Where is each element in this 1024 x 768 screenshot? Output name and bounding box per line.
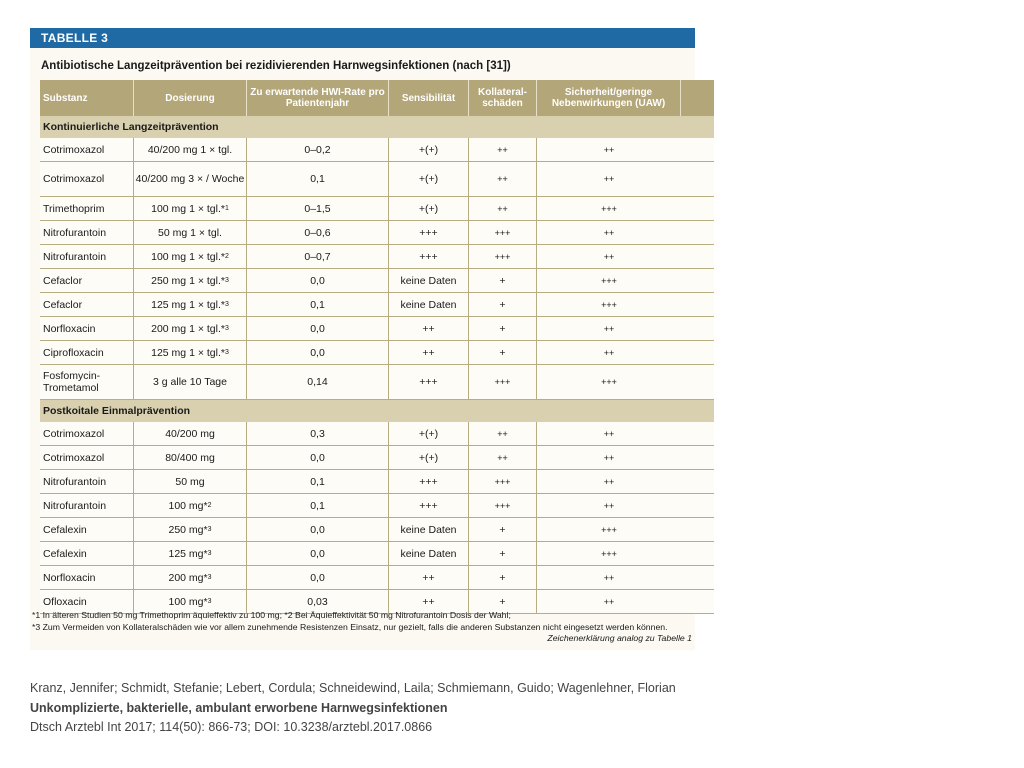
- citation-source: Dtsch Arztebl Int 2017; 114(50): 866-73; DOI: 10.3238/arztebl.2017.0866: [30, 720, 433, 734]
- cell-sicherheit: +++: [601, 524, 617, 535]
- cell-sensibilitaet: keine Daten: [389, 293, 469, 316]
- cell-dosierung: 100 mg* 3: [134, 590, 247, 613]
- cell-kollateralschaeden: +: [469, 590, 537, 613]
- citation-authors: Kranz, Jennifer; Schmidt, Stefanie; Lebert, Cordula; Schneidewind, Laila; Schmiemann, Guido; Wagenlehner, Florian: [30, 681, 676, 695]
- cell-hwi-rate: 0,1: [247, 293, 389, 316]
- cell-hwi-rate: 0,0: [247, 269, 389, 292]
- cell-dosierung: 200 mg* 3: [134, 566, 247, 589]
- cell-kollateralschaeden: ++: [469, 162, 537, 196]
- dose-text: 100 mg 1 × tgl.*: [151, 202, 225, 215]
- table-row: [40, 542, 714, 566]
- cell-substanz: Cotrimoxazol: [40, 422, 134, 445]
- cell-kollateralschaeden: ++: [469, 422, 537, 445]
- cell-sensibilitaet: +(+): [389, 422, 469, 445]
- dose-text: 125 mg 1 × tgl.*: [151, 298, 225, 311]
- dose-text: 40/200 mg: [165, 427, 215, 440]
- cell-substanz: Fosfomycin-Trometamol: [40, 365, 134, 399]
- cell-hwi-rate: 0,1: [247, 162, 389, 196]
- column-header-sicherheit: Sicherheit/geringe Nebenwirkungen (UAW): [537, 80, 681, 116]
- cell-hwi-rate: 0–0,7: [247, 245, 389, 268]
- cell-sicherheit: ++: [603, 144, 615, 155]
- cell-substanz: Cefaclor: [40, 269, 134, 292]
- cell-sicherheit: +++: [601, 299, 617, 310]
- cell-kollateralschaeden: +: [469, 341, 537, 364]
- table-row: [40, 245, 714, 269]
- cell-dosierung: [134, 221, 247, 244]
- table-row: [40, 221, 714, 245]
- column-header-substanz: Substanz: [40, 80, 134, 116]
- dose-text: 125 mg*: [168, 547, 208, 560]
- cell-substanz: Nitrofurantoin: [40, 245, 134, 268]
- dose-text: 40/200 mg 1 × tgl.: [147, 143, 233, 156]
- cell-substanz: Norfloxacin: [40, 317, 134, 340]
- cell-kollateralschaeden: +: [469, 269, 537, 292]
- table-row: [40, 162, 714, 197]
- dose-text: 200 mg 1 × tgl.*: [151, 322, 225, 335]
- cell-dosierung: [134, 446, 247, 469]
- cell-kollateralschaeden: +++: [469, 494, 537, 517]
- cell-hwi-rate: 0,14: [247, 365, 389, 399]
- dose-text: 50 mg 1 × tgl.: [158, 226, 222, 239]
- cell-sensibilitaet: +++: [389, 470, 469, 493]
- cell-sicherheit: +++: [601, 275, 617, 286]
- table-row: [40, 365, 714, 400]
- cell-kollateralschaeden: +++: [469, 365, 537, 399]
- cell-dosierung: [134, 365, 247, 399]
- column-header-kollateralschaeden: Kollateral-schäden: [469, 80, 537, 116]
- cell-kollateralschaeden: ++: [469, 446, 537, 469]
- cell-dosierung: 200 mg 1 × tgl.* 3: [134, 317, 247, 340]
- table-row: [40, 566, 714, 590]
- cell-sensibilitaet: keine Daten: [389, 542, 469, 565]
- section-header: Postkoitale Einmalprävention: [40, 400, 714, 422]
- table-row: [40, 341, 714, 365]
- cell-hwi-rate: 0–0,2: [247, 138, 389, 161]
- dose-text: 80/400 mg: [165, 451, 215, 464]
- cell-sicherheit: ++: [603, 452, 615, 463]
- cell-dosierung: 250 mg 1 × tgl.* 3: [134, 269, 247, 292]
- cell-dosierung: 125 mg 1 × tgl.* 3: [134, 293, 247, 316]
- cell-kollateralschaeden: +: [469, 293, 537, 316]
- table-header-row: [40, 80, 714, 116]
- cell-dosierung: [134, 470, 247, 493]
- dose-text: 125 mg 1 × tgl.*: [151, 346, 225, 359]
- dose-text: 3 g alle 10 Tage: [153, 376, 227, 388]
- dose-text: 100 mg*: [168, 595, 208, 608]
- cell-substanz: Nitrofurantoin: [40, 221, 134, 244]
- citation-title: Unkomplizierte, bakterielle, ambulant erworbene Harnwegsinfektionen: [30, 700, 448, 715]
- cell-sensibilitaet: +(+): [389, 162, 469, 196]
- table-row: [40, 197, 714, 221]
- citation-block: [30, 679, 676, 738]
- dose-text: 100 mg*: [168, 499, 208, 512]
- dose-text: 200 mg*: [168, 571, 208, 584]
- cell-substanz: Cefalexin: [40, 542, 134, 565]
- table-row: [40, 518, 714, 542]
- cell-sicherheit: +++: [601, 203, 617, 214]
- cell-hwi-rate: 0,0: [247, 566, 389, 589]
- cell-sicherheit: ++: [603, 227, 615, 238]
- cell-sensibilitaet: ++: [389, 566, 469, 589]
- data-table: [40, 80, 714, 614]
- table-footnotes: [32, 610, 692, 645]
- cell-sicherheit: ++: [603, 572, 615, 583]
- dose-text: 250 mg*: [168, 523, 208, 536]
- cell-sensibilitaet: ++: [389, 341, 469, 364]
- table-body: [40, 116, 714, 614]
- cell-substanz: Cotrimoxazol: [40, 162, 134, 196]
- cell-sensibilitaet: keine Daten: [389, 269, 469, 292]
- cell-kollateralschaeden: +: [469, 542, 537, 565]
- cell-kollateralschaeden: ++: [469, 197, 537, 220]
- cell-sicherheit: ++: [603, 323, 615, 334]
- cell-sicherheit: ++: [603, 596, 615, 607]
- dose-text: 100 mg 1 × tgl.*: [151, 250, 225, 263]
- cell-kollateralschaeden: +++: [469, 221, 537, 244]
- column-header-sensibilitaet: Sensibilität: [389, 80, 469, 116]
- cell-dosierung: [134, 138, 247, 161]
- cell-kollateralschaeden: ++: [469, 138, 537, 161]
- cell-substanz: Nitrofurantoin: [40, 494, 134, 517]
- table-figure: [30, 28, 695, 650]
- cell-sensibilitaet: +++: [389, 494, 469, 517]
- table-row: [40, 446, 714, 470]
- cell-hwi-rate: 0,03: [247, 590, 389, 613]
- footnote-1: *1 In älteren Studien 50 mg Trimethoprim äquieffektiv zu 100 mg; *2 Bei Äquieffektivität 50 mg Nitrofurantoin Dosis der Wahl;: [32, 610, 511, 620]
- cell-sensibilitaet: ++: [389, 317, 469, 340]
- cell-substanz: Cotrimoxazol: [40, 138, 134, 161]
- table-row: [40, 422, 714, 446]
- cell-kollateralschaeden: +: [469, 518, 537, 541]
- cell-sensibilitaet: +++: [389, 221, 469, 244]
- cell-substanz: Ciprofloxacin: [40, 341, 134, 364]
- cell-sensibilitaet: +(+): [389, 446, 469, 469]
- cell-substanz: Trimethoprim: [40, 197, 134, 220]
- cell-sicherheit: ++: [603, 174, 615, 184]
- table-row: [40, 470, 714, 494]
- table-row: [40, 317, 714, 341]
- cell-substanz: Cefalexin: [40, 518, 134, 541]
- legend-note: Zeichenerklärung analog zu Tabelle 1: [547, 633, 692, 643]
- cell-sicherheit: ++: [603, 347, 615, 358]
- cell-kollateralschaeden: +++: [469, 245, 537, 268]
- cell-kollateralschaeden: +: [469, 566, 537, 589]
- cell-hwi-rate: 0,0: [247, 341, 389, 364]
- cell-sicherheit: ++: [603, 428, 615, 439]
- table-row: [40, 269, 714, 293]
- cell-sicherheit: +++: [601, 377, 617, 387]
- cell-sensibilitaet: keine Daten: [389, 518, 469, 541]
- cell-hwi-rate: 0,3: [247, 422, 389, 445]
- cell-dosierung: 100 mg* 2: [134, 494, 247, 517]
- footnote-2: *3 Zum Vermeiden von Kollateralschäden wie vor allem zunehmende Resistenzen Einsatz, nur gezielt, falls die anderen Substanzen nicht eingesetzt werden können.: [32, 621, 668, 632]
- cell-substanz: Cotrimoxazol: [40, 446, 134, 469]
- cell-sensibilitaet: +(+): [389, 197, 469, 220]
- cell-substanz: Nitrofurantoin: [40, 470, 134, 493]
- cell-hwi-rate: 0,0: [247, 518, 389, 541]
- table-label: TABELLE 3: [30, 28, 695, 48]
- table-row: [40, 293, 714, 317]
- cell-kollateralschaeden: +++: [469, 470, 537, 493]
- cell-substanz: Cefaclor: [40, 293, 134, 316]
- cell-sicherheit: ++: [603, 251, 615, 262]
- column-header-hwi-rate: Zu erwartende HWI-Rate pro Patientenjahr: [247, 80, 389, 116]
- table-row: [40, 138, 714, 162]
- cell-dosierung: 100 mg 1 × tgl.* 1: [134, 197, 247, 220]
- cell-sensibilitaet: ++: [389, 590, 469, 613]
- cell-hwi-rate: 0–1,5: [247, 197, 389, 220]
- cell-kollateralschaeden: +: [469, 317, 537, 340]
- cell-substanz: Norfloxacin: [40, 566, 134, 589]
- cell-dosierung: [134, 162, 247, 196]
- cell-sicherheit: ++: [603, 500, 615, 511]
- cell-hwi-rate: 0,0: [247, 446, 389, 469]
- dose-text: 50 mg: [175, 475, 205, 488]
- cell-dosierung: 100 mg 1 × tgl.* 2: [134, 245, 247, 268]
- cell-sensibilitaet: +++: [389, 245, 469, 268]
- cell-dosierung: [134, 422, 247, 445]
- cell-sensibilitaet: +(+): [389, 138, 469, 161]
- cell-sensibilitaet: +++: [389, 365, 469, 399]
- cell-hwi-rate: 0–0,6: [247, 221, 389, 244]
- table-title: Antibiotische Langzeitprävention bei rezidivierenden Harnwegsinfektionen (nach [31]): [41, 60, 511, 72]
- column-header-dosierung: Dosierung: [134, 80, 247, 116]
- cell-dosierung: 250 mg* 3: [134, 518, 247, 541]
- section-header: Kontinuierliche Langzeitprävention: [40, 116, 714, 138]
- cell-hwi-rate: 0,1: [247, 470, 389, 493]
- dose-text: 250 mg 1 × tgl.*: [151, 274, 225, 287]
- cell-sicherheit: ++: [603, 476, 615, 487]
- cell-sicherheit: +++: [601, 548, 617, 559]
- cell-hwi-rate: 0,1: [247, 494, 389, 517]
- table-row: [40, 494, 714, 518]
- cell-hwi-rate: 0,0: [247, 542, 389, 565]
- dose-text: 40/200 mg 3 × / Woche: [135, 173, 245, 185]
- cell-dosierung: 125 mg* 3: [134, 542, 247, 565]
- cell-substanz: Ofloxacin: [40, 590, 134, 613]
- cell-dosierung: 125 mg 1 × tgl.* 3: [134, 341, 247, 364]
- cell-hwi-rate: 0,0: [247, 317, 389, 340]
